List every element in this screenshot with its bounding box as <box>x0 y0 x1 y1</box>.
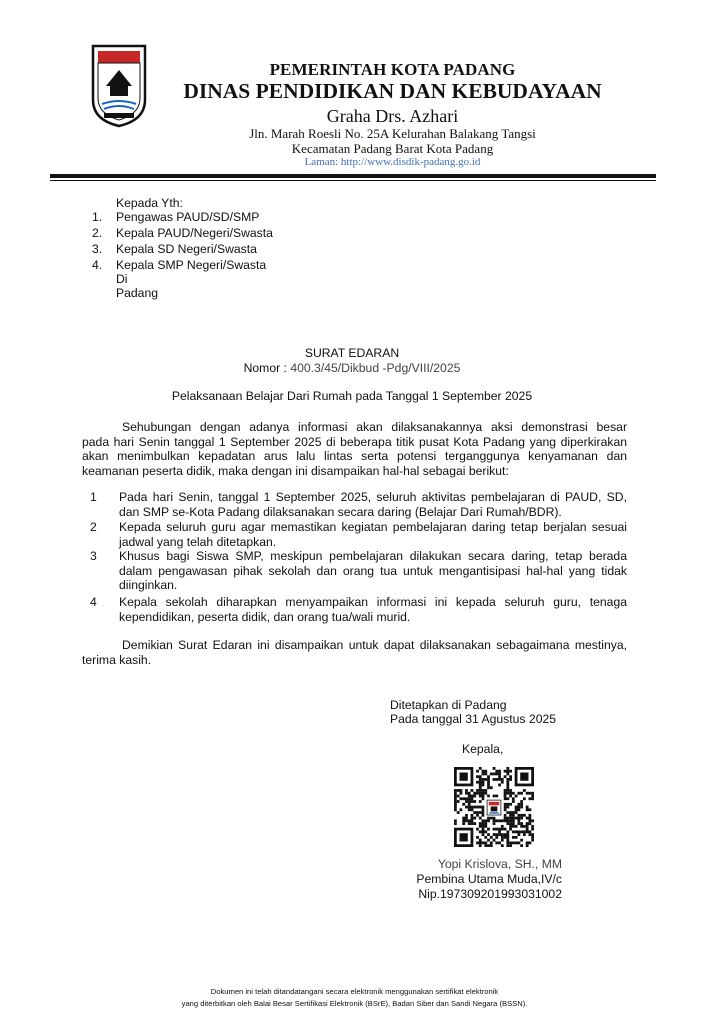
intro-line: keamanan peserta didik, maka dengan ini disampaikan hal-hal sebagai berikut: <box>82 463 509 478</box>
header-divider-thin <box>50 180 656 181</box>
footer-line1: Dokumen ini telah ditandatangani secara elektronik menggunakan sertifikat elektronik <box>210 987 499 996</box>
recipient-text: Kepala SD Negeri/Swasta <box>116 242 257 256</box>
footer-line2: yang diterbitkan oleh Balai Besar Sertifikasi Elektronik (BSrE), Badan Siber dan Sandi Negara (BSSN). <box>181 999 528 1008</box>
header-building: Graha Drs. Azhari <box>326 106 459 126</box>
recipient-text: Kepala PAUD/Negeri/Swasta <box>116 226 273 240</box>
header-divider-thick <box>50 174 656 178</box>
point-number: 4 <box>90 595 97 609</box>
signer-nip: Nip.197309201993031002 <box>418 887 562 901</box>
intro-line: akan menimbulkan kepadatan arus lalu lintas serta potensi terganggunya kenyamanan dan <box>82 449 627 463</box>
signature-position: Kepala, <box>462 742 504 756</box>
recipient-text: Pengawas PAUD/SD/SMP <box>116 210 260 224</box>
header-website-link[interactable]: Laman: http://www.disdik-padang.go.id <box>304 156 481 168</box>
letter-number-value: 400.3/45/Dikbud -Pdg/VIII/2025 <box>290 361 461 375</box>
letter-subject: Pelaksanaan Belajar Dari Rumah pada Tanggal 1 September 2025 <box>171 389 533 403</box>
recipients-di: Di <box>116 272 128 286</box>
recipient-number: 2. <box>92 226 103 240</box>
recipient-item <box>92 210 259 224</box>
recipient-number: 3. <box>92 242 103 256</box>
point-number: 3 <box>90 549 97 563</box>
header-address-line2: Kecamatan Padang Barat Kota Padang <box>291 141 494 156</box>
recipient-number: 4. <box>92 258 103 272</box>
point-text: Pada hari Senin, tanggal 1 September 2025, seluruh aktivitas pembelajaran di PAUD, SD, dan SMP se-Kota Padang dilaksanakan secara daring (Belajar Dari Rumah/BDR). <box>119 490 627 519</box>
header-government: PEMERINTAH KOTA PADANG <box>269 60 516 79</box>
intro-line: Sehubungan dengan adanya informasi akan dilaksanakannya aksi demonstrasi besar <box>122 420 627 434</box>
padang-city-emblem-icon <box>88 40 150 128</box>
letter-number-label: Nomor : <box>243 361 287 375</box>
header-address-line1: Jln. Marah Roesli No. 25A Kelurahan Balakang Tangsi <box>249 126 536 141</box>
header-agency: DINAS PENDIDIKAN DAN KEBUDAYAAN <box>183 79 602 103</box>
recipients-intro: Kepada Yth: <box>116 196 183 210</box>
signature-date: Pada tanggal 31 Agustus 2025 <box>390 712 557 726</box>
letter-number <box>80 361 624 375</box>
recipient-item <box>92 226 273 240</box>
point-text: Kepada seluruh guru agar memastikan kegiatan pembelajaran daring tetap berjalan sesuai jadwal yang telah ditetapkan. <box>119 520 627 549</box>
recipients-place: Padang <box>116 286 159 300</box>
signer-rank: Pembina Utama Muda,IV/c <box>416 872 562 886</box>
intro-line: pada hari Senin tanggal 1 September 2025 di beberapa titik pusat Kota Padang yang diperkirakan <box>82 434 627 449</box>
point-number: 1 <box>90 490 97 504</box>
recipient-item <box>92 258 266 272</box>
recipient-item <box>92 242 257 256</box>
recipient-text: Kepala SMP Negeri/Swasta <box>116 258 267 272</box>
letter-heading: SURAT EDARAN <box>304 346 400 360</box>
closing-line: Demikian Surat Edaran ini disampaikan untuk dapat dilaksanakan sebagaimana mestinya, <box>122 638 627 652</box>
point-text: Kepala sekolah diharapkan menyampaikan informasi ini kepada seluruh guru, tenaga kependidikan, peserta didik, dan orang tua/wali murid. <box>119 595 627 624</box>
point-text: Khusus bagi Siswa SMP, meskipun pembelajaran dilakukan secara daring, tetap berada dalam pengawasan pihak sekolah dan orang tua untuk mengantisipasi hal-hal yang tidak diinginkan. <box>119 549 627 592</box>
recipient-number: 1. <box>92 210 103 224</box>
qr-code-icon <box>454 767 534 847</box>
signature-place: Ditetapkan di Padang <box>390 698 507 712</box>
point-number: 2 <box>90 520 97 534</box>
signer-name: Yopi Krislova, SH., MM <box>437 857 562 871</box>
closing-line: terima kasih. <box>82 652 152 667</box>
